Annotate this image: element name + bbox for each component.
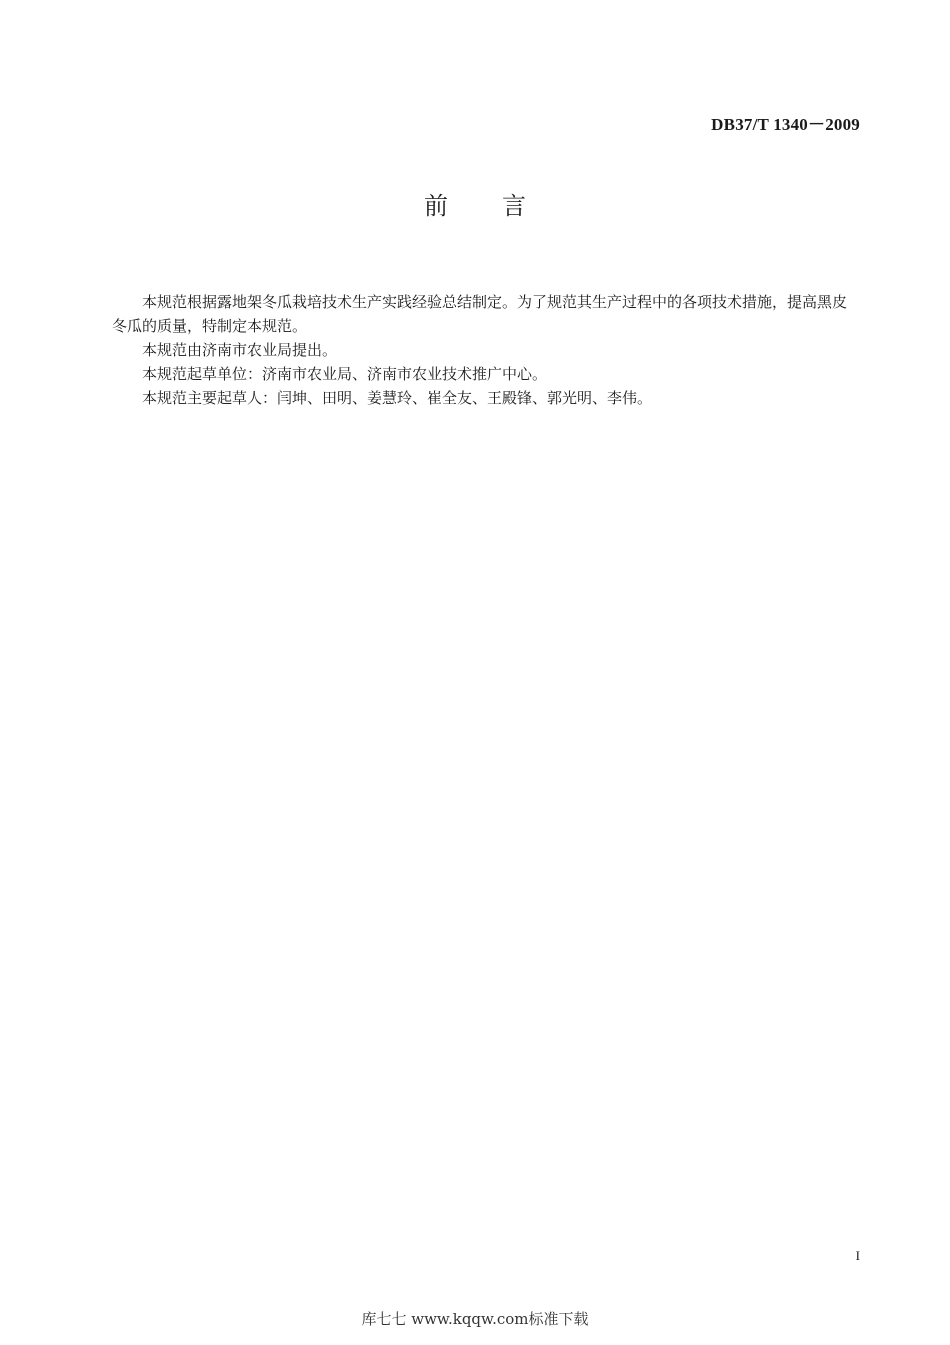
page-title: 前言 xyxy=(424,192,580,220)
paragraph-drafters: 本规范主要起草人：闫坤、田明、姜慧玲、崔全友、王殿锋、郭光明、李伟。 xyxy=(142,389,653,407)
foreword-body xyxy=(112,290,860,410)
footer-watermark: 库七七 www.kqqw.com标准下载 xyxy=(361,1310,589,1328)
paragraph-purpose: 本规范根据露地架冬瓜栽培技术生产实践经验总结制定。为了规范其生产过程中的各项技术措施，提高黑皮冬瓜的质量，特制定本规范。 xyxy=(112,293,848,335)
paragraph-proposer: 本规范由济南市农业局提出。 xyxy=(142,341,338,359)
standard-code: DB37/T 1340－2009 xyxy=(711,115,860,134)
page-number: I xyxy=(855,1248,860,1263)
paragraph-drafting-units: 本规范起草单位：济南市农业局、济南市农业技术推广中心。 xyxy=(142,365,548,383)
